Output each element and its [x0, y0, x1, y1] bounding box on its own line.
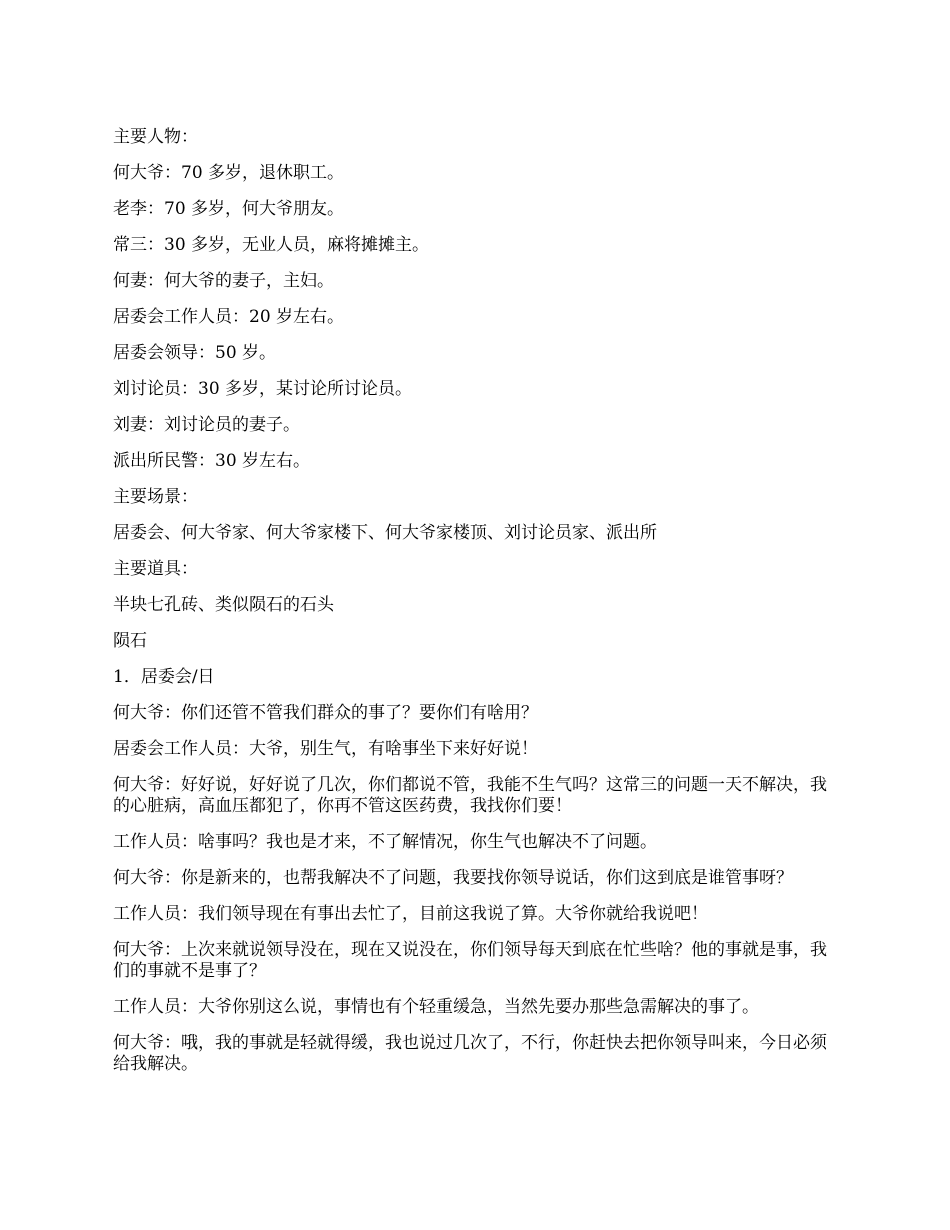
character-entry: 派出所民警：30 岁左右。	[113, 451, 311, 471]
prop-entry: 半块七孔砖、类似陨石的石头	[113, 595, 334, 615]
document-page	[113, 127, 843, 1090]
dialogue-line: 何大爷：好好说，好好说了几次，你们都说不管，我能不生气吗？这常三的问题一天不解决，我的心脏病，高血压都犯了，你再不管这医药费，我找你们要！	[113, 775, 827, 816]
prop-entry: 陨石	[113, 631, 147, 651]
scene-list: 居委会、何大爷家、何大爷家楼下、何大爷家楼顶、刘讨论员家、派出所	[113, 523, 657, 543]
character-entry: 居委会工作人员：20 岁左右。	[113, 307, 345, 327]
dialogue-line: 何大爷：哦，我的事就是轻就得缓，我也说过几次了，不行，你赶快去把你领导叫来，今日必须给我解决。	[113, 1033, 827, 1074]
character-entry: 刘讨论员：30 多岁，某讨论所讨论员。	[113, 379, 413, 399]
dialogue-line: 工作人员：我们领导现在有事出去忙了，目前这我说了算。大爷你就给我说吧！	[113, 904, 708, 924]
scene-heading: 1．居委会/日	[113, 667, 215, 687]
section-heading-scenes: 主要场景：	[113, 487, 198, 507]
character-entry: 刘妻：刘讨论员的妻子。	[113, 415, 300, 435]
dialogue-line: 何大爷：上次来就说领导没在，现在又说没在，你们领导每天到底在忙些啥？他的事就是事，我们的事就不是事了？	[113, 940, 827, 981]
section-heading-props: 主要道具：	[113, 559, 198, 579]
dialogue-line: 何大爷：你是新来的，也帮我解决不了问题，我要找你领导说话，你们这到底是谁管事呀？	[113, 868, 793, 888]
character-entry: 居委会领导：50 岁。	[113, 343, 277, 363]
dialogue-line: 居委会工作人员：大爷，别生气，有啥事坐下来好好说！	[113, 739, 538, 759]
character-entry: 何大爷：70 多岁，退休职工。	[113, 163, 345, 183]
character-entry: 老李：70 多岁，何大爷朋友。	[113, 199, 345, 219]
section-heading-characters: 主要人物：	[113, 127, 198, 147]
character-entry: 何妻：何大爷的妻子，主妇。	[113, 271, 334, 291]
dialogue-line: 工作人员：大爷你别这么说，事情也有个轻重缓急，当然先要办那些急需解决的事了。	[113, 997, 759, 1017]
dialogue-line: 何大爷：你们还管不管我们群众的事了？要你们有啥用？	[113, 703, 538, 723]
character-entry: 常三：30 多岁，无业人员，麻将摊摊主。	[113, 235, 430, 255]
dialogue-line: 工作人员：啥事吗？我也是才来，不了解情况，你生气也解决不了问题。	[113, 832, 657, 852]
